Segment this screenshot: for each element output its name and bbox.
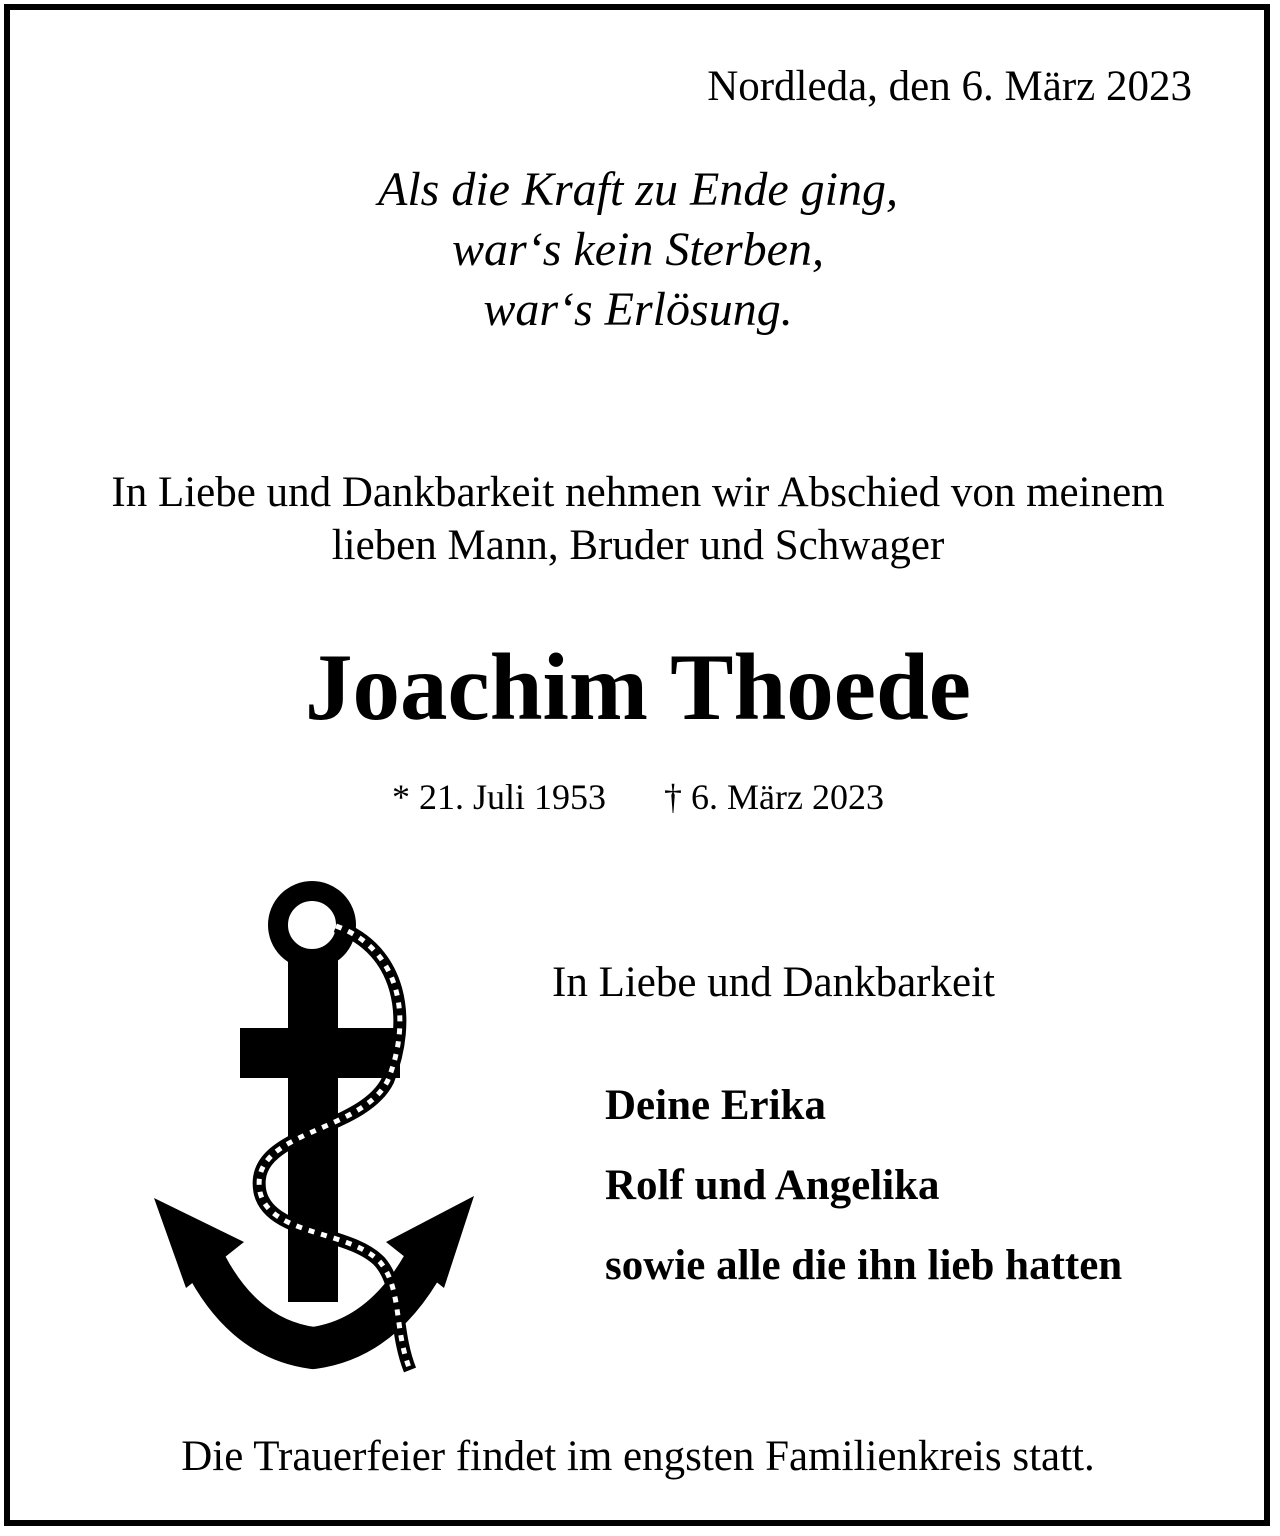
deceased-name: Joachim Thoede xyxy=(305,634,971,740)
signer: Rolf und Angelika xyxy=(605,1162,940,1209)
anchor-stock xyxy=(240,1028,400,1078)
anchor-with-rope-icon xyxy=(140,870,500,1390)
closing-intro: In Liebe und Dankbarkeit xyxy=(552,959,995,1006)
farewell-intro xyxy=(0,466,1276,572)
intro-line: In Liebe und Dankbarkeit nehmen wir Abschied von meinem xyxy=(111,469,1165,516)
funeral-note: Die Trauerfeier findet im engsten Familienkreis statt. xyxy=(181,1433,1095,1480)
signer: sowie alle die ihn lieb hatten xyxy=(605,1242,1123,1289)
death-date: † 6. März 2023 xyxy=(664,777,884,817)
signers-list xyxy=(605,1066,1122,1306)
birth-date: * 21. Juli 1953 xyxy=(392,777,607,817)
signer: Deine Erika xyxy=(605,1082,826,1129)
place-date: Nordleda, den 6. März 2023 xyxy=(707,63,1192,110)
verse-line: war‘s kein Sterben, xyxy=(452,223,824,276)
intro-line: lieben Mann, Bruder und Schwager xyxy=(331,522,945,569)
verse-line: war‘s Erlösung. xyxy=(483,283,793,336)
life-dates xyxy=(0,776,1276,818)
memorial-verse xyxy=(0,160,1276,340)
anchor-ring xyxy=(278,891,346,959)
verse-line: Als die Kraft zu Ende ging, xyxy=(378,163,898,216)
